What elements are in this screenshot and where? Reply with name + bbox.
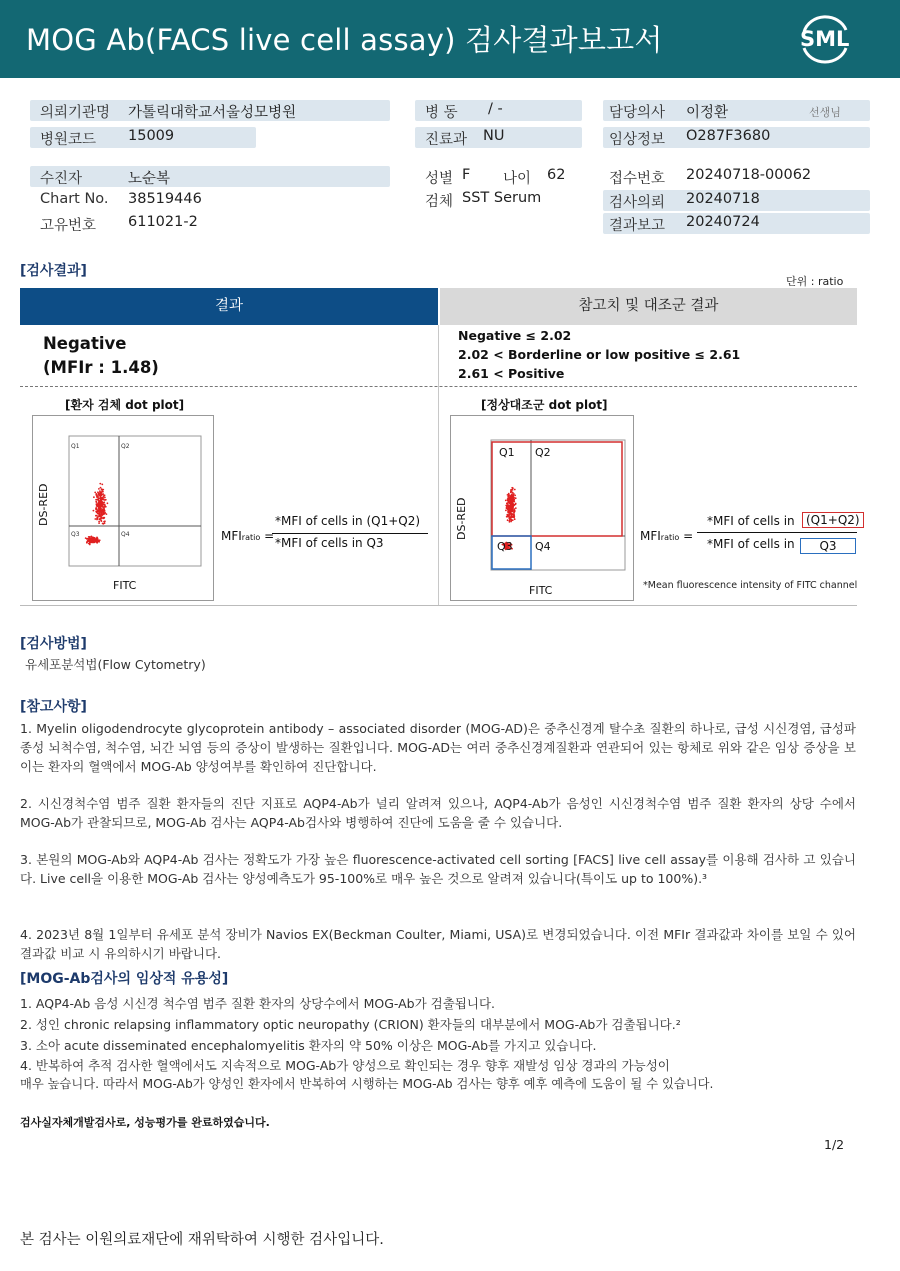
- scatter-dot: [514, 489, 516, 491]
- receipt-row: 접수번호 20240718-00062: [609, 167, 812, 187]
- scatter-dot: [515, 503, 517, 505]
- hospital-code-row: 병원코드 15009: [30, 127, 256, 148]
- scatter-dot: [508, 509, 510, 511]
- chart-value: 38519446: [128, 191, 202, 207]
- patient-q1-label: Q1: [71, 443, 80, 450]
- dept-value: NU: [483, 128, 505, 144]
- result-value: Negative: [43, 334, 127, 353]
- scatter-dot: [513, 499, 515, 501]
- scatter-dot: [101, 516, 103, 518]
- scatter-dot: [508, 505, 510, 507]
- unit-label: 단위 : ratio: [786, 275, 844, 288]
- scatter-dot: [105, 506, 107, 508]
- scatter-dot: [507, 516, 509, 518]
- control-plot-svg: [451, 416, 633, 600]
- scatter-dot: [514, 495, 516, 497]
- scatter-dot: [511, 493, 513, 495]
- scatter-dot: [512, 492, 514, 494]
- hospital-code-value: 15009: [128, 128, 175, 144]
- scatter-dot: [106, 513, 108, 515]
- scatter-dot: [95, 507, 97, 509]
- scatter-dot: [98, 488, 100, 490]
- patient-formula-numerator: *MFI of cells in (Q1+Q2): [275, 514, 421, 528]
- scatter-dot: [101, 484, 103, 486]
- scatter-dot: [507, 519, 509, 521]
- ward-row: 병 동 / -: [415, 100, 582, 121]
- scatter-dot: [107, 502, 109, 504]
- scatter-dot: [88, 536, 90, 538]
- specimen-value: SST Serum: [462, 190, 542, 206]
- patient-formula-denominator: *MFI of cells in Q3: [275, 536, 384, 550]
- scatter-dot: [507, 507, 509, 509]
- reference-borderline: 2.02 < Borderline or low positive ≤ 2.61: [458, 347, 741, 362]
- scatter-dot: [510, 499, 512, 501]
- patient-formula-line: [272, 533, 428, 534]
- scatter-dot: [104, 504, 106, 506]
- scatter-dot: [92, 538, 94, 540]
- scatter-dot: [509, 503, 511, 505]
- scatter-dot: [103, 523, 105, 525]
- scatter-dot: [100, 508, 102, 510]
- control-formula-q1q2-box: (Q1+Q2): [802, 512, 864, 528]
- method-section-title: [검사방법]: [20, 636, 87, 652]
- scatter-dot: [103, 507, 105, 509]
- scatter-dot: [508, 498, 510, 500]
- scatter-dot: [94, 492, 96, 494]
- scatter-dot: [100, 492, 102, 494]
- dept-row: 진료과 NU: [415, 127, 582, 148]
- scatter-dot: [94, 539, 96, 541]
- scatter-dot: [93, 510, 95, 512]
- scatter-dot: [102, 504, 104, 506]
- scatter-dot: [98, 507, 100, 509]
- scatter-dot: [505, 510, 507, 512]
- control-y-axis-label: DS-RED: [455, 497, 468, 540]
- age-value: 62: [547, 167, 566, 183]
- clinical-item-3: 3. 소아 acute disseminated encephalomyelitis 환자의 약 50% 이상은 MOG-Ab를 가지고 있습니다.: [20, 1038, 597, 1053]
- reference-column-header: 참고치 및 대조군 결과: [440, 288, 857, 325]
- patient-mfi-label: MFIratio =: [221, 529, 275, 543]
- scatter-dot: [506, 514, 508, 516]
- note-paragraph-3: 3. 본원의 MOG-Ab와 AQP4-Ab 검사는 정확도가 가장 높은 fluorescence-activated cell sorting [FACS] live cell assay를 이용해 검사하 고 있습니다. Live cell을 이용한 MOG-Ab 검사는 양성예측도가 95-100%로 매우 높은 것으로 알려져 있습니다(특이도 up to 100%).³: [20, 852, 856, 886]
- patient-plot-svg: [33, 416, 213, 600]
- scatter-dot: [102, 509, 104, 511]
- scatter-dot: [507, 502, 509, 504]
- scatter-dot: [97, 497, 99, 499]
- result-mfi: (MFIr : 1.48): [43, 358, 159, 377]
- control-formula-numerator: *MFI of cells in: [707, 514, 795, 528]
- scatter-dot: [513, 496, 515, 498]
- report-value: 20240724: [686, 214, 760, 230]
- control-formula-denominator: *MFI of cells in: [707, 537, 795, 551]
- scatter-dot: [88, 542, 90, 544]
- control-q2-label: Q2: [535, 446, 551, 459]
- scatter-dot: [508, 495, 510, 497]
- unique-row: 고유번호 611021-2: [40, 214, 198, 234]
- control-plot-title: [정상대조군 dot plot]: [481, 398, 608, 412]
- institution-row: 의뢰기관명 가톨릭대학교서울성모병원: [30, 100, 390, 121]
- clinical-row: 임상정보 O287F3680: [603, 127, 870, 148]
- scatter-dot: [90, 539, 92, 541]
- scatter-dot: [513, 512, 515, 514]
- mfi-footnote: *Mean fluorescence intensity of FITC channel: [643, 580, 858, 591]
- request-row: 검사의뢰 20240718: [603, 190, 870, 211]
- scatter-dot: [99, 503, 101, 505]
- scatter-dot: [510, 511, 512, 513]
- sex-value: F: [462, 167, 471, 183]
- scatter-dot: [96, 504, 98, 506]
- scatter-dot: [99, 516, 101, 518]
- note-paragraph-2: 2. 시신경척수염 범주 질환 환자들의 진단 지표로 AQP4-Ab가 널리 알려져 있으나, AQP4-Ab가 음성인 시신경척수염 범주 질환 환자의 상당 수에서 MOG-Ab가 관찰되므로, MOG-Ab 검사는 AQP4-Ab검사와 병행하여 진단에 도움을 줄 수 있습니다.: [20, 796, 857, 830]
- scatter-dot: [86, 542, 88, 544]
- control-q4-label: Q4: [535, 540, 551, 553]
- patient-y-axis-label: DS-RED: [37, 483, 50, 526]
- scatter-dot: [100, 498, 102, 500]
- validation-note: 검사실자체개발검사로, 성능평가를 완료하였습니다.: [20, 1116, 270, 1129]
- institution-value: 가톨릭대학교서울성모병원: [128, 105, 297, 121]
- control-q1-label: Q1: [499, 446, 515, 459]
- scatter-dot: [99, 490, 101, 492]
- control-dot-plot: [450, 415, 634, 601]
- scatter-dot: [508, 511, 510, 513]
- clinical-value: O287F3680: [686, 128, 771, 144]
- ward-value: / -: [488, 101, 503, 117]
- dashed-separator: [20, 386, 857, 387]
- scatter-dot: [511, 489, 513, 491]
- scatter-dot: [505, 500, 507, 502]
- scatter-dot: [100, 487, 102, 489]
- scatter-dot: [102, 494, 104, 496]
- request-value: 20240718: [686, 191, 760, 207]
- scatter-dot: [511, 501, 513, 503]
- scatter-dot: [98, 522, 100, 524]
- scatter-dot: [510, 491, 512, 493]
- patient-row: 수진자 노순복: [30, 166, 390, 187]
- scatter-dot: [97, 541, 99, 543]
- scatter-dot: [100, 506, 102, 508]
- specimen-row: 검체 SST Serum: [425, 190, 542, 210]
- method-text: 유세포분석법(Flow Cytometry): [25, 657, 206, 672]
- control-formula-q3-box: Q3: [800, 538, 856, 554]
- clinical-item-2: 2. 성인 chronic relapsing inflammatory optic neuropathy (CRION) 환자들의 대부분에서 MOG-Ab가 검출됩니다.²: [20, 1017, 681, 1032]
- scatter-dot: [96, 515, 98, 517]
- reference-positive: 2.61 < Positive: [458, 366, 565, 381]
- scatter-dot: [515, 507, 517, 509]
- clinical-section-title: [MOG-Ab검사의 임상적 유용성]: [20, 971, 229, 987]
- results-section-title: [검사결과]: [20, 263, 87, 279]
- scatter-dot: [99, 494, 101, 496]
- scatter-dot: [98, 521, 100, 523]
- scatter-dot: [99, 518, 101, 520]
- clinical-item-4-cont: 매우 높습니다. 따라서 MOG-Ab가 양성인 환자에서 반복하여 시행하는 MOG-Ab 검사는 향후 예후 예측에 도움이 될 수 있습니다.: [20, 1077, 714, 1091]
- scatter-dot: [98, 541, 100, 543]
- scatter-dot: [97, 516, 99, 518]
- scatter-dot: [86, 538, 88, 540]
- patient-x-axis-label: FITC: [113, 579, 137, 592]
- patient-plot-title: [환자 검체 dot plot]: [65, 398, 185, 412]
- scatter-dot: [510, 516, 512, 518]
- scatter-dot: [96, 537, 98, 539]
- scatter-dot: [103, 521, 105, 523]
- page-number: 1/2: [824, 1137, 845, 1152]
- patient-dot-plot: [32, 415, 214, 601]
- results-bottom-line: [20, 605, 857, 606]
- control-x-axis-label: FITC: [529, 584, 553, 597]
- report-title: MOG Ab(FACS live cell assay) 검사결과보고서: [26, 23, 663, 57]
- scatter-dot: [510, 497, 512, 499]
- clinical-item-4: 4. 반복하여 추적 검사한 혈액에서도 지속적으로 MOG-Ab가 양성으로 확인되는 경우 향후 재발성 임상 경과의 가능성이: [20, 1058, 670, 1073]
- sml-logo: [796, 14, 854, 64]
- outsourcing-note: 본 검사는 이원의료재단에 재위탁하여 시행한 검사입니다.: [20, 1232, 384, 1248]
- scatter-dot: [98, 509, 100, 511]
- scatter-dot: [98, 511, 100, 513]
- unique-value: 611021-2: [128, 214, 198, 230]
- report-header: [0, 0, 900, 78]
- doctor-row: 담당의사 이정환 선생님: [603, 100, 870, 121]
- scatter-dot: [98, 513, 100, 515]
- scatter-dot: [102, 513, 104, 515]
- scatter-dot: [95, 501, 97, 503]
- logo-text: SML: [800, 27, 850, 51]
- control-formula-line: [697, 532, 857, 533]
- scatter-dot: [94, 518, 96, 520]
- report-row: 결과보고 20240724: [603, 213, 870, 234]
- sex-age-row: 성별 F 나이 62: [425, 167, 566, 187]
- scatter-dot: [92, 541, 94, 543]
- scatter-dot: [95, 494, 97, 496]
- scatter-dot: [99, 483, 101, 485]
- chart-row: Chart No. 38519446: [40, 191, 202, 207]
- scatter-dot: [512, 515, 514, 517]
- scatter-dot: [510, 521, 512, 523]
- scatter-dot: [95, 511, 97, 513]
- scatter-dot: [509, 521, 511, 523]
- patient-q3-label: Q3: [71, 531, 80, 538]
- scatter-dot: [91, 536, 93, 538]
- scatter-dot: [102, 511, 104, 513]
- scatter-dot: [512, 505, 514, 507]
- scatter-dot: [514, 518, 516, 520]
- scatter-dot: [104, 497, 106, 499]
- control-mfi-label: MFIratio =: [640, 529, 694, 543]
- patient-q2-label: Q2: [121, 443, 130, 450]
- scatter-dot: [515, 497, 517, 499]
- note-paragraph-1: 1. Myelin oligodendrocyte glycoprotein antibody – associated disorder (MOG-AD)은 중추신경계 탈수초 질환의 하나로, 급성 시신경염, 급성파종성 뇌척수염, 척수염, 뇌간 뇌염 등의 증상이 발생하는 질환입니다. MOG-AD는 여러 중추신경계질환과 연관되어 있는 항체로 위와 같은 임상 증상을 보이는 환자의 혈액에서 MOG-Ab 양성여부를 확인하여 진단합니다.: [20, 721, 856, 774]
- clinical-item-1: 1. AQP4-Ab 음성 시신경 척수염 범주 질환 환자의 상당수에서 MOG-Ab가 검출됩니다.: [20, 996, 495, 1011]
- reference-negative: Negative ≤ 2.02: [458, 328, 572, 343]
- scatter-dot: [513, 508, 515, 510]
- scatter-dot: [93, 496, 95, 498]
- scatter-dot: [102, 489, 104, 491]
- note-paragraph-4: 4. 2023년 8월 1일부터 유세포 분석 장비가 Navios EX(Beckman Coulter, Miami, USA)로 변경되었습니다. 이전 MFIr 결과값과 차이를 보일 수 있어 결과값 비교 시 유의하시기 바랍니다.: [20, 927, 856, 961]
- scatter-dot: [102, 502, 104, 504]
- notes-section-title: [참고사항]: [20, 699, 87, 715]
- scatter-dot: [511, 514, 513, 516]
- scatter-dot: [103, 498, 105, 500]
- doctor-value: 이정환: [686, 105, 729, 121]
- patient-q4-label: Q4: [121, 531, 130, 538]
- receipt-value: 20240718-00062: [686, 167, 812, 183]
- result-column-header: 결과: [20, 288, 438, 325]
- table-divider: [438, 325, 439, 605]
- control-q3-label: Q3: [497, 540, 513, 553]
- scatter-dot: [508, 517, 510, 519]
- scatter-dot: [511, 508, 513, 510]
- scatter-dot: [103, 517, 105, 519]
- patient-value: 노순복: [128, 171, 171, 187]
